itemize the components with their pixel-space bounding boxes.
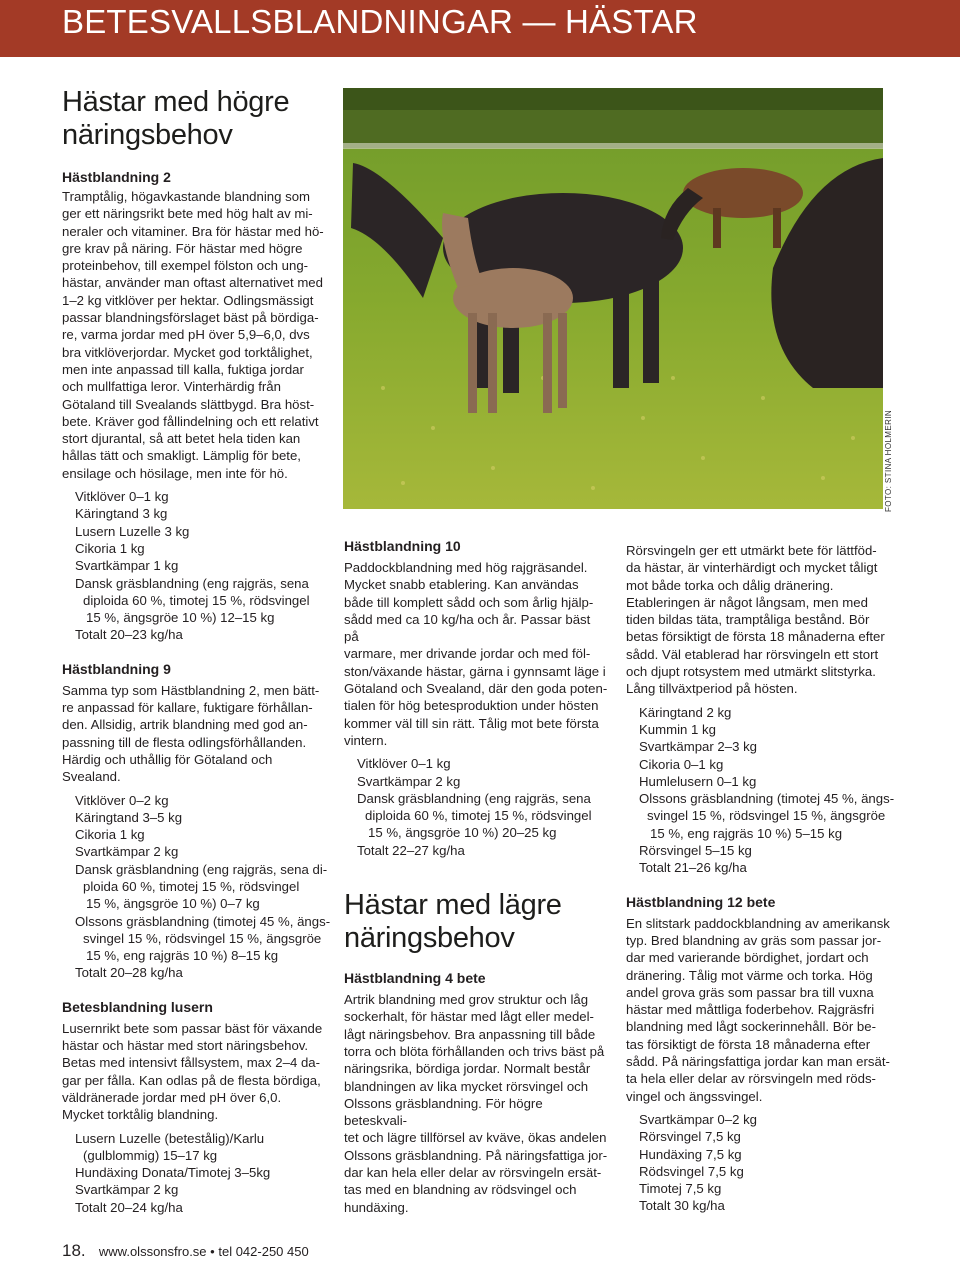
- text-line: Rörsvingeln ger ett utmärkt bete för lättföd-: [626, 543, 877, 558]
- text-line: Samma typ som Hästblandning 2, men bätt-: [62, 682, 320, 698]
- hb12-title: Hästblandning 12 bete: [626, 893, 776, 910]
- hb12-seed-mix: [626, 1111, 896, 1215]
- text-line: och djupt rotsystem med utmärkt slitstyrka.: [626, 664, 876, 680]
- text-line: Götaland och Svealand, där den goda poten-: [344, 681, 608, 697]
- text-line: typ. Bred blandning av gräs som passar jor-: [626, 932, 882, 948]
- photo-credit: [884, 409, 900, 512]
- text-line: Lång tillväxtperiod på hösten.: [626, 681, 798, 697]
- mix-line: (gulblommig) 15–17 kg: [83, 1147, 218, 1163]
- heading-line: Hästar med lägre: [344, 889, 562, 922]
- text-line: sådd. På näringsfattiga jordar kan man ersät-: [626, 1054, 890, 1070]
- text-line: sådd med ca 10 kg/ha och år. Passar bäst på: [344, 611, 591, 645]
- footer-bullet: •: [210, 1244, 215, 1259]
- heading-line: Hästar med högre: [62, 86, 290, 118]
- horses-grazing-image: [343, 88, 883, 509]
- column-2: [344, 537, 608, 1216]
- mix-line: Dansk gräsblandning (eng rajgräs, sena di-: [75, 861, 328, 877]
- text-line: kommer väl till sin rätt. Tålig mot bete första: [344, 715, 599, 731]
- hb10-seed-mix: [344, 755, 608, 859]
- text-line: Lusernrikt bete som passar bäst för växande: [62, 1020, 323, 1036]
- hb12-text: [626, 915, 896, 1105]
- mix-line: Svartkämpar 2 kg: [75, 844, 179, 860]
- mix-line: svingel 15 %, rödsvingel 15 %, ängsgröe: [647, 808, 886, 824]
- text-line: ta hela eller delar av rörsvingeln med röds-: [626, 1071, 876, 1087]
- text-line: tialen för hög betesproduktion under hösten: [344, 698, 599, 714]
- text-line: re anpassad för kallare, fuktigare förhållan-: [62, 700, 313, 716]
- text-line: tas försiktigt de första 18 månaderna efter: [626, 1036, 871, 1052]
- text-line: väldränerade jordar med pH över 6,0.: [62, 1089, 282, 1105]
- lusern-text: [62, 1020, 334, 1124]
- text-line: Betas med intensivt fållsystem, max 2–4 da-: [62, 1055, 320, 1071]
- hb4-title: Hästblandning 4 bete: [344, 970, 486, 987]
- text-line: ger ett näringsrikt bete med hög halt av mi-: [62, 206, 313, 222]
- text-line: blandningen av lika mycket rörsvingel och: [344, 1078, 589, 1094]
- text-line: och mullfattiga leror. Vinterhärdig från: [62, 379, 281, 395]
- text-line: dränering. Tålig mot värme och torka. Hög: [626, 967, 873, 983]
- mix-line: 15 %, ängsgröe 10 %) 20–25 kg: [368, 825, 557, 841]
- text-line: passar blandningsförslaget bäst på bördiga-: [62, 310, 319, 326]
- text-line: sådd. Väl etablerad har rörsvingeln ett stort: [626, 646, 879, 662]
- text-line: bete. Kräver god fållindelning och ett relativt: [62, 413, 319, 429]
- mix-line: Totalt 20–24 kg/ha: [75, 1199, 183, 1215]
- text-line: tas med en blandning av rödsvingel och: [344, 1182, 577, 1198]
- mix-line: Rörsvingel 5–15 kg: [639, 843, 752, 859]
- text-line: betas försiktigt de första 18 månaderna efter: [626, 629, 885, 645]
- text-line: näringsrika, bördiga jordar. Normalt består: [344, 1061, 591, 1077]
- mix-line: Svartkämpar 2 kg: [75, 1182, 179, 1198]
- text-line: Tramptålig, högavkastande blandning som: [62, 189, 311, 204]
- page-footer: [62, 1241, 309, 1261]
- text-line: En slitstark paddockblandning av amerikansk: [626, 915, 890, 931]
- mix-line: Totalt 20–23 kg/ha: [75, 627, 183, 643]
- text-line: gre krav på näring. För hästar med högre: [62, 240, 303, 256]
- mix-line: Timotej 7,5 kg: [639, 1181, 722, 1197]
- hb9-title: Hästblandning 9: [62, 660, 171, 677]
- hb10-text: [344, 559, 608, 749]
- text-line: tet och lägre tillförsel av kväve, ökas andelen: [344, 1130, 607, 1146]
- text-line: men inte anpassad till kalla, fuktiga jordar: [62, 361, 304, 377]
- mix-line: Svartkämpar 2–3 kg: [639, 739, 758, 755]
- text-line: dar med varierande bördighet, jordart och: [626, 950, 869, 966]
- text-line: stort djurantal, så att betet hela tiden kan: [62, 431, 301, 447]
- heading-line: näringsbehov: [344, 922, 515, 955]
- text-line: hästar, använder man oftast alternativet med: [62, 275, 323, 291]
- mix-line: Cikoria 1 kg: [75, 827, 145, 843]
- text-line: neraler och vitaminer. Bra för hästar med hö-: [62, 223, 324, 239]
- col3-text: [626, 542, 896, 698]
- text-line: Mycket torktålig blandning.: [62, 1107, 219, 1123]
- website-link[interactable]: www.olssonsfro.se: [98, 1244, 207, 1259]
- mix-line: Cikoria 1 kg: [75, 540, 145, 556]
- page-number: 18.: [62, 1241, 86, 1260]
- banner-title: BETESVALLSBLANDNINGAR — HÄSTAR: [62, 3, 698, 40]
- text-line: hållas tätt och smakligt. Lämplig för bete,: [62, 448, 301, 464]
- text-line: både till komplett sådd och som årlig hjälp-: [344, 594, 594, 610]
- mix-line: Rörsvingel 7,5 kg: [639, 1129, 741, 1145]
- text-line: hästar och hästar med stort näringsbehov.: [62, 1038, 309, 1054]
- text-line: mot både torka och dålig dränering.: [626, 577, 834, 593]
- mix-line: svingel 15 %, rödsvingel 15 %, ängsgröe: [83, 930, 322, 946]
- mix-line: 15 %, ängsgröe 10 %) 0–7 kg: [86, 896, 260, 912]
- text-line: da hästar, är vinterhärdigt och mycket tåligt: [626, 560, 878, 576]
- text-line: re, varma jordar med pH över 5,9–6,0, dvs: [62, 327, 310, 343]
- text-line: Olssons gräsblandning. För högre beteskvali-: [344, 1095, 543, 1129]
- mix-line: Dansk gräsblandning (eng rajgräs, sena: [357, 790, 591, 806]
- mix-line: Hundäxing Donata/Timotej 3–5kg: [75, 1165, 271, 1181]
- text-line: tiden bildas täta, tramptåliga bestånd. Bör: [626, 612, 870, 628]
- column-3: [626, 542, 896, 1215]
- text-line: passning till de flesta odlingsförhållanden.: [62, 734, 307, 750]
- photo-credit-text: FOTO: STINA HOLMERIN: [884, 409, 893, 512]
- text-line: dar kan hela eller delar av rörsvingeln ersät-: [344, 1165, 602, 1181]
- mix-line: Käringtand 3–5 kg: [75, 809, 183, 825]
- mix-line: ploida 60 %, timotej 15 %, rödsvingel: [83, 878, 300, 894]
- text-line: torra och blöta förhållanden och trivs bäst på: [344, 1043, 605, 1059]
- mix-line: 15 %, eng rajgräs 10 %) 8–15 kg: [86, 948, 279, 964]
- text-line: andel grova gräs som passar bra till vuxna: [626, 984, 874, 1000]
- mix-line: Cikoria 0–1 kg: [639, 756, 724, 772]
- text-line: Mycket snabb etablering. Kan användas: [344, 577, 579, 593]
- text-line: hundäxing.: [344, 1199, 409, 1215]
- text-line: bra vitklöverjordar. Mycket god torktålighet,: [62, 344, 313, 360]
- mix-line: Kummin 1 kg: [639, 721, 716, 737]
- text-line: vintern.: [344, 732, 388, 748]
- hb2-text: [62, 188, 334, 482]
- text-line: Götaland till Svealands slättbygd. Bra höst-: [62, 396, 315, 412]
- text-line: sockerhalt, för hästar med lågt eller medel-: [344, 1009, 594, 1025]
- text-line: Svealand.: [62, 769, 121, 785]
- mix-line: Olssons gräsblandning (timotej 45 %, ängs-: [639, 791, 895, 807]
- mix-line: Vitklöver 0–1 kg: [75, 489, 169, 505]
- mix-line: Käringtand 3 kg: [75, 506, 168, 522]
- mix-line: Dansk gräsblandning (eng rajgräs, sena: [75, 575, 309, 591]
- mix-line: Totalt 20–28 kg/ha: [75, 965, 183, 981]
- mix-line: Lusern Luzelle (betestålig)/Karlu: [75, 1130, 265, 1146]
- text-line: ston/växande hästar, gärna i gynnsamt läge i: [344, 663, 606, 679]
- hb10-title: Hästblandning 10: [344, 538, 461, 554]
- hb9-text: [62, 682, 334, 786]
- text-line: gar per fålla. Kan odlas på de flesta bördiga,: [62, 1072, 321, 1088]
- text-line: ensilage och hösilage, men inte för hö.: [62, 465, 288, 481]
- text-line: Paddockblandning med hög rajgräsandel.: [344, 560, 588, 575]
- mix-line: Totalt 30 kg/ha: [639, 1198, 725, 1214]
- text-line: blandning med lågt sockerinnehåll. Bör be-: [626, 1019, 876, 1035]
- horses-photo: [343, 88, 883, 509]
- phone-number: tel 042-250 450: [218, 1244, 309, 1259]
- lusern-seed-mix: [62, 1130, 334, 1216]
- mix-line: 15 %, ängsgröe 10 %) 12–15 kg: [86, 610, 275, 626]
- hb9-seed-mix: [62, 792, 334, 982]
- mix-line: Totalt 21–26 kg/ha: [639, 860, 747, 876]
- text-line: den. Allsidig, artrik blandning med god an-: [62, 717, 308, 733]
- mix-line: Totalt 22–27 kg/ha: [357, 842, 465, 858]
- text-line: Etableringen är något långsam, men med: [626, 594, 868, 610]
- mix-line: Rödsvingel 7,5 kg: [639, 1163, 744, 1179]
- text-line: 1–2 kg vitklöver per hektar. Odlingsmässigt: [62, 292, 314, 308]
- mix-line: Svartkämpar 1 kg: [75, 558, 179, 574]
- text-line: lågt näringsbehov. Bra anpassning till både: [344, 1026, 596, 1042]
- section-heading-lower: [344, 889, 608, 955]
- mix-line: Svartkämpar 2 kg: [357, 773, 461, 789]
- text-line: proteinbehov, till exempel fölston och ung-: [62, 258, 309, 274]
- text-line: varmare, mer drivande jordar och med föl-: [344, 646, 591, 662]
- mix-line: diploida 60 %, timotej 15 %, rödsvingel: [83, 592, 310, 608]
- hb2-seed-mix: [62, 488, 334, 644]
- mix-line: Vitklöver 0–1 kg: [357, 756, 451, 772]
- header-banner: [0, 0, 960, 57]
- text-line: hästar med måttliga foderbehov. Rajgräsfri: [626, 1002, 875, 1018]
- text-line: vingel och ängssvingel.: [626, 1088, 763, 1104]
- heading-line: näringsbehov: [62, 119, 233, 151]
- hb2-title: Hästblandning 2: [62, 169, 171, 185]
- mix-line: Humlelusern 0–1 kg: [639, 773, 757, 789]
- lusern-title: Betesblandning lusern: [62, 998, 213, 1015]
- mix-line: Vitklöver 0–2 kg: [75, 792, 169, 808]
- mix-line: Käringtand 2 kg: [639, 704, 732, 720]
- text-line: Olssons gräsblandning. På näringsfattiga jor-: [344, 1147, 608, 1163]
- mix-line: Olssons gräsblandning (timotej 45 %, ängs-: [75, 913, 331, 929]
- mix-line: Lusern Luzelle 3 kg: [75, 523, 190, 539]
- text-line: Artrik blandning med grov struktur och låg: [344, 992, 589, 1008]
- hb4-text: [344, 991, 608, 1216]
- hb4-seed-mix: [626, 704, 896, 877]
- column-1: [62, 86, 334, 1216]
- mix-line: Hundäxing 7,5 kg: [639, 1146, 742, 1162]
- text-line: Härdig och uthållig för Götaland och: [62, 751, 273, 767]
- mix-line: Svartkämpar 0–2 kg: [639, 1111, 758, 1127]
- mix-line: 15 %, eng rajgräs 10 %) 5–15 kg: [650, 825, 843, 841]
- mix-line: diploida 60 %, timotej 15 %, rödsvingel: [365, 808, 592, 824]
- section-heading-higher: [62, 86, 334, 152]
